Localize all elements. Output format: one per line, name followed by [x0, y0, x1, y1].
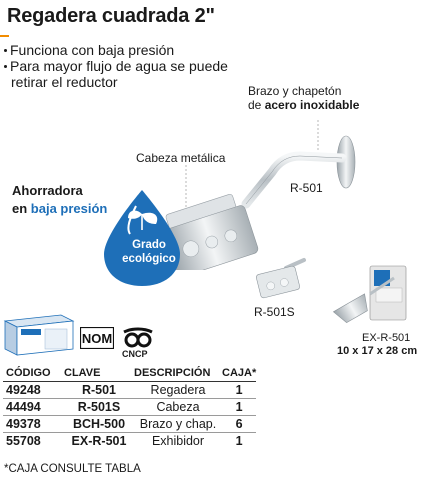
eco-heading: Ahorradora en baja presión: [12, 183, 108, 216]
exhibitor-dimensions: 10 x 17 x 28 cm: [337, 345, 418, 357]
table-row: [3, 416, 256, 433]
model-label-r501s: R-501S: [254, 305, 295, 319]
exhibitor-illustration: [330, 262, 410, 334]
model-label-r501: R-501: [290, 181, 323, 195]
svg-text:NOM: NOM: [81, 331, 113, 346]
table-row: [3, 382, 256, 399]
page-title: Regadera cuadrada 2": [7, 5, 215, 27]
cell-descripcion: Brazo y chap.: [134, 416, 222, 433]
cell-caja: 1: [222, 382, 256, 399]
title-accent-rule: [0, 35, 9, 37]
feature-item: Funciona con baja presión: [4, 42, 174, 58]
eco-badge-label: Grado ecológico: [122, 239, 176, 265]
table-header-row: [3, 365, 256, 382]
table-row: [3, 433, 256, 450]
header-caja: CAJA*: [222, 365, 256, 382]
cell-caja: 1: [222, 433, 256, 450]
cell-codigo: 49248: [3, 382, 64, 399]
cell-clave: EX-R-501: [64, 433, 134, 450]
cell-descripcion: Cabeza: [134, 399, 222, 416]
table-row: [3, 399, 256, 416]
cell-clave: R-501S: [64, 399, 134, 416]
cncp-label: CNCP: [122, 349, 148, 359]
product-box-icon: [3, 313, 75, 357]
header-descripcion: DESCRIPCIÓN: [134, 365, 222, 382]
product-table: [3, 365, 256, 449]
nom-certification-icon: [80, 327, 114, 349]
cell-codigo: 49378: [3, 416, 64, 433]
bullet-icon: [4, 65, 7, 68]
feature-item: Para mayor flujo de agua se puede: [4, 58, 228, 74]
cell-descripcion: Regadera: [134, 382, 222, 399]
cell-clave: BCH-500: [64, 416, 134, 433]
model-label-exr501: EX-R-501: [362, 332, 411, 344]
arm-shape: [246, 156, 342, 204]
feature-item-continued: retirar el reductor: [11, 74, 118, 90]
table-footnote: *CAJA CONSULTE TABLA: [4, 463, 141, 475]
cell-clave: R-501: [64, 382, 134, 399]
cell-caja: 1: [222, 399, 256, 416]
shower-illustration: [160, 120, 360, 270]
arm-callout: Brazo y chapetón: [248, 84, 342, 98]
bullet-icon: [4, 49, 7, 52]
arm-callout-material: de acero inoxidable: [248, 98, 360, 112]
cell-codigo: 55708: [3, 433, 64, 450]
cell-descripcion: Exhibidor: [134, 433, 222, 450]
header-codigo: CÓDIGO: [3, 365, 64, 382]
small-head-illustration: [252, 256, 312, 302]
cell-codigo: 44494: [3, 399, 64, 416]
head-callout: Cabeza metálica: [136, 151, 226, 165]
cell-caja: 6: [222, 416, 256, 433]
header-clave: CLAVE: [64, 365, 134, 382]
